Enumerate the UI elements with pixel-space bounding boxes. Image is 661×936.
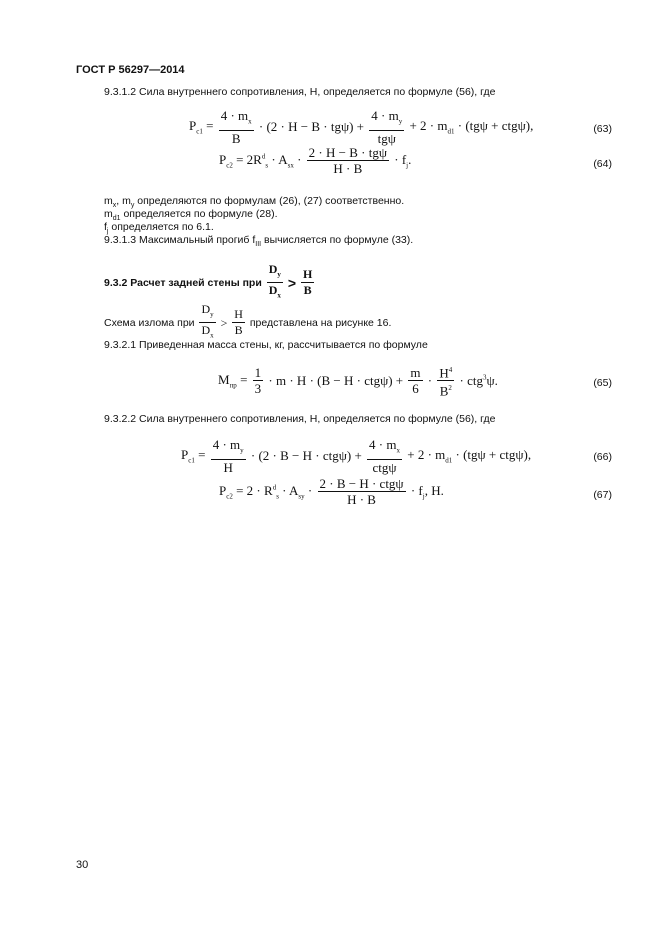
equation-number-65: (65) <box>593 377 612 389</box>
scheme-fraction-h-b: $\frac{H}{B}$ <box>234 307 243 338</box>
paragraph-9-3-1-3: 9.3.1.3 Максимальный прогиб $f_{III}$ вычисляется по формуле (33). <box>104 234 414 249</box>
formula-65-fraction-1: $\frac{1}{3}$ <box>254 365 262 397</box>
equation-number-63: (63) <box>593 123 612 135</box>
formula-65-fraction-3: $\frac{H^4}{B^2}$ <box>437 363 454 399</box>
formula-66: $P_{c1}$ = $\frac{4 \cdot m_y}{H}$ · (2 · B − H · ctgψ) + $4 \cdot m_x$ ctgψ + $2 \cdot m_{d1} \cdot (tg\psi + ctg\psi)$, <box>181 437 532 475</box>
heading-fraction-dy-dx: $\frac{D_y}{D_x}$ <box>268 262 281 300</box>
heading-fraction-h-b: $\frac{H}{B}$ <box>302 267 313 298</box>
formula-63-lhs: $P_{c1}$ = <box>189 118 217 136</box>
paragraph-9-3-1-2: 9.3.1.2 Сила внутреннего сопротивления, Н, определяется по формуле (56), где <box>104 86 496 98</box>
scheme-fraction-dy-dx: $\frac{D_y}{D_x}$ <box>201 302 214 340</box>
formula-64: $P_{c2} = 2R^d_s \cdot A_{sx}$ · 2 · H − B · tgψ H · B · $f_j$. <box>219 145 412 176</box>
page-number: 30 <box>76 859 89 871</box>
note-fj: $f_j$ определяется по 6.1. <box>104 221 214 236</box>
section-heading-9-3-2: 9.3.2 Расчет задней стены при $\frac{D_y}{D_x}$ > $\frac{H}{B}$ <box>104 262 316 304</box>
formula-66-fraction-1: $\frac{4 \cdot m_y}{H}$ <box>212 437 244 475</box>
formula-65-fraction-2: $\frac{m}{6}$ <box>410 365 421 397</box>
paragraph-9-3-2-2: 9.3.2.2 Сила внутреннего сопротивления, Н, определяется по формуле (56), где <box>104 413 496 425</box>
equation-number-64: (64) <box>593 158 612 170</box>
formula-63-fraction-2: $4 \cdot m_y$ tgψ <box>371 108 403 146</box>
formula-63: $P_{c1}$ = $\frac{4 \cdot m_x}{B}$ · (2 · H − B · tgψ) + $4 \cdot m_y$ tgψ + $2 \cdot m_{d1} \cdot (tg\psi + ctg\psi)$, <box>189 108 534 146</box>
note-md1: $m_{d1}$ определяется по формуле (28). <box>104 208 278 223</box>
paragraph-scheme: Схема излома при $\frac{D_y}{D_x}$ > $\frac{H}{B}$ представлена на рисунке 16. <box>104 302 391 344</box>
note-mx-my: $m_x$, $m_y$ определяются по формулам (26), (27) соответственно. <box>104 195 405 210</box>
equation-number-66: (66) <box>593 451 612 463</box>
paragraph-9-3-2-1: 9.3.2.1 Приведенная масса стены, кг, рассчитывается по формуле <box>104 339 428 351</box>
formula-67: $P_{c2} = 2 \cdot R^d_s \cdot A_{sy}$ · 2 · B − H · ctgψ H · B · $f_j$, H. <box>219 476 444 507</box>
formula-66-fraction-2: $4 \cdot m_x$ ctgψ <box>369 437 400 475</box>
formula-63-fraction-1: $\frac{4 \cdot m_x}{B}$ <box>220 108 252 146</box>
equation-number-67: (67) <box>593 489 612 501</box>
formula-64-fraction: 2 · H − B · tgψ H · B <box>308 145 387 176</box>
formula-65: $M_{пр}$ = $\frac{1}{3}$ · m · H · (B − H · ctgψ) + $\frac{m}{6}$ · $\frac{H^4}{B^2}$ · ctg$^3$ψ. <box>218 363 498 399</box>
document-header: ГОСТ Р 56297—2014 <box>76 64 185 76</box>
formula-67-fraction: 2 · B − H · ctgψ H · B <box>319 476 404 507</box>
